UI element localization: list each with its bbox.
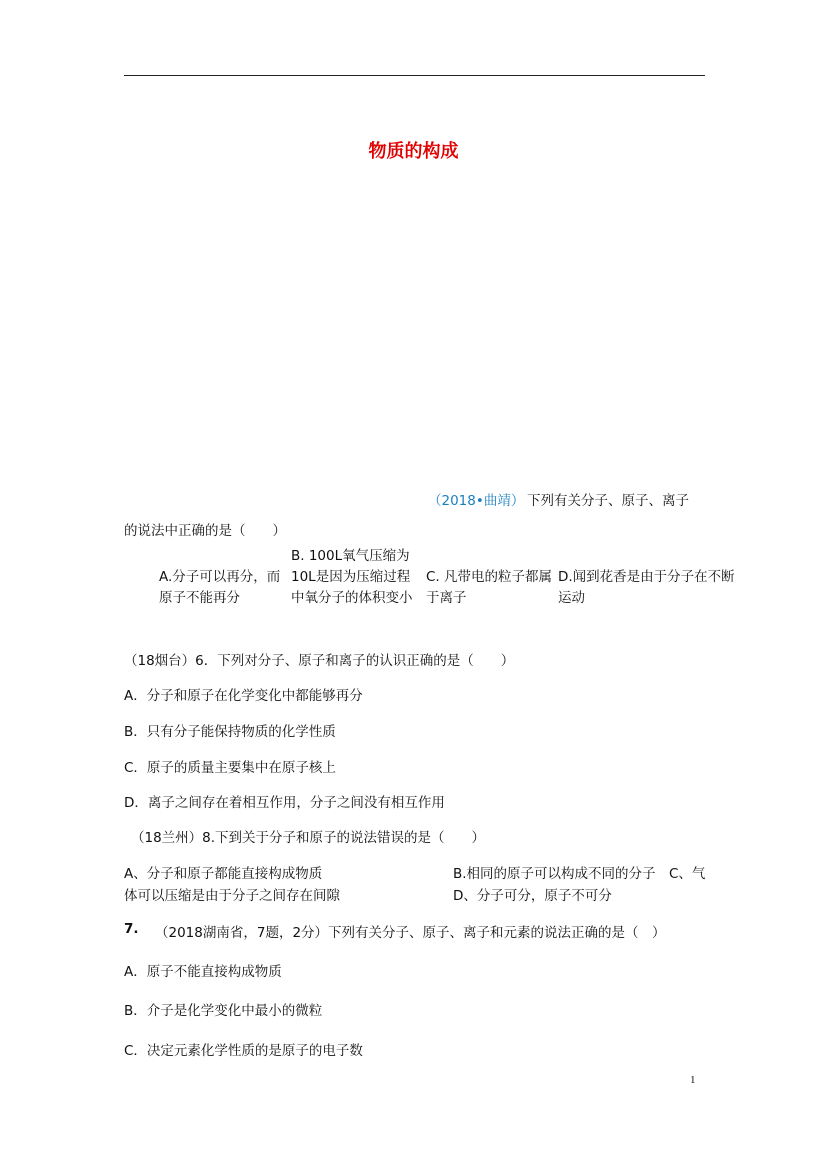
q1-option-c: C. 凡带电的粒子都属于离子 (426, 569, 553, 606)
q2-option-c: C．原子的质量主要集中在原子核上 (124, 760, 336, 776)
q2-option-a: A．分子和原子在化学变化中都能够再分 (124, 688, 363, 704)
q2-option-b: B．只有分子能保持物质的化学性质 (124, 724, 336, 740)
q4-option-a: A．原子不能直接构成物质 (124, 964, 282, 980)
page-title: 物质的构成 (368, 141, 459, 162)
q1-source: （2018•曲靖） (428, 493, 525, 509)
q4-stem: （2018湖南省，7题，2分）下列有关分子、原子、离子和元素的说法正确的是（ ） (155, 925, 666, 941)
q1-option-b: B. 100L氧气压缩为10L是因为压缩过程中氧分子的体积变小 (291, 548, 413, 606)
q2-option-d: D．离子之间存在着相互作用，分子之间没有相互作用 (124, 795, 445, 811)
q3-option-b: B.相同的原子可以构成不同的分子 (453, 866, 656, 882)
q4-number: 7. (124, 921, 139, 937)
q3-option-c-part1: C、气 (669, 866, 706, 882)
q1-option-d: D.闻到花香是由于分子在不断运动 (558, 569, 735, 606)
q1-stem-part2: 的说法中正确的是（ ） (124, 523, 286, 539)
q3-option-c-part2: 体可以压缩是由于分子之间存在间隙 (124, 888, 340, 904)
q3-option-a: A、分子和原子都能直接构成物质 (124, 866, 323, 882)
q2-stem: （18烟台）6．下列对分子、原子和离子的认识正确的是（ ） (124, 653, 515, 669)
q1-option-a: A.分子可以再分，而原子不能再分 (159, 569, 281, 606)
q4-option-c: C．决定元素化学性质的是原子的电子数 (124, 1043, 363, 1059)
header-rule (124, 75, 705, 76)
q3-option-d: D、分子可分，原子不可分 (453, 888, 612, 904)
q1-stem-part1: 下列有关分子、原子、离子 (527, 493, 689, 509)
page-number: 1 (690, 1074, 696, 1086)
q3-stem: （18兰州）8.下到关于分子和原子的说法错误的是（ ） (131, 830, 486, 846)
q4-option-b: B．介子是化学变化中最小的微粒 (124, 1003, 323, 1019)
